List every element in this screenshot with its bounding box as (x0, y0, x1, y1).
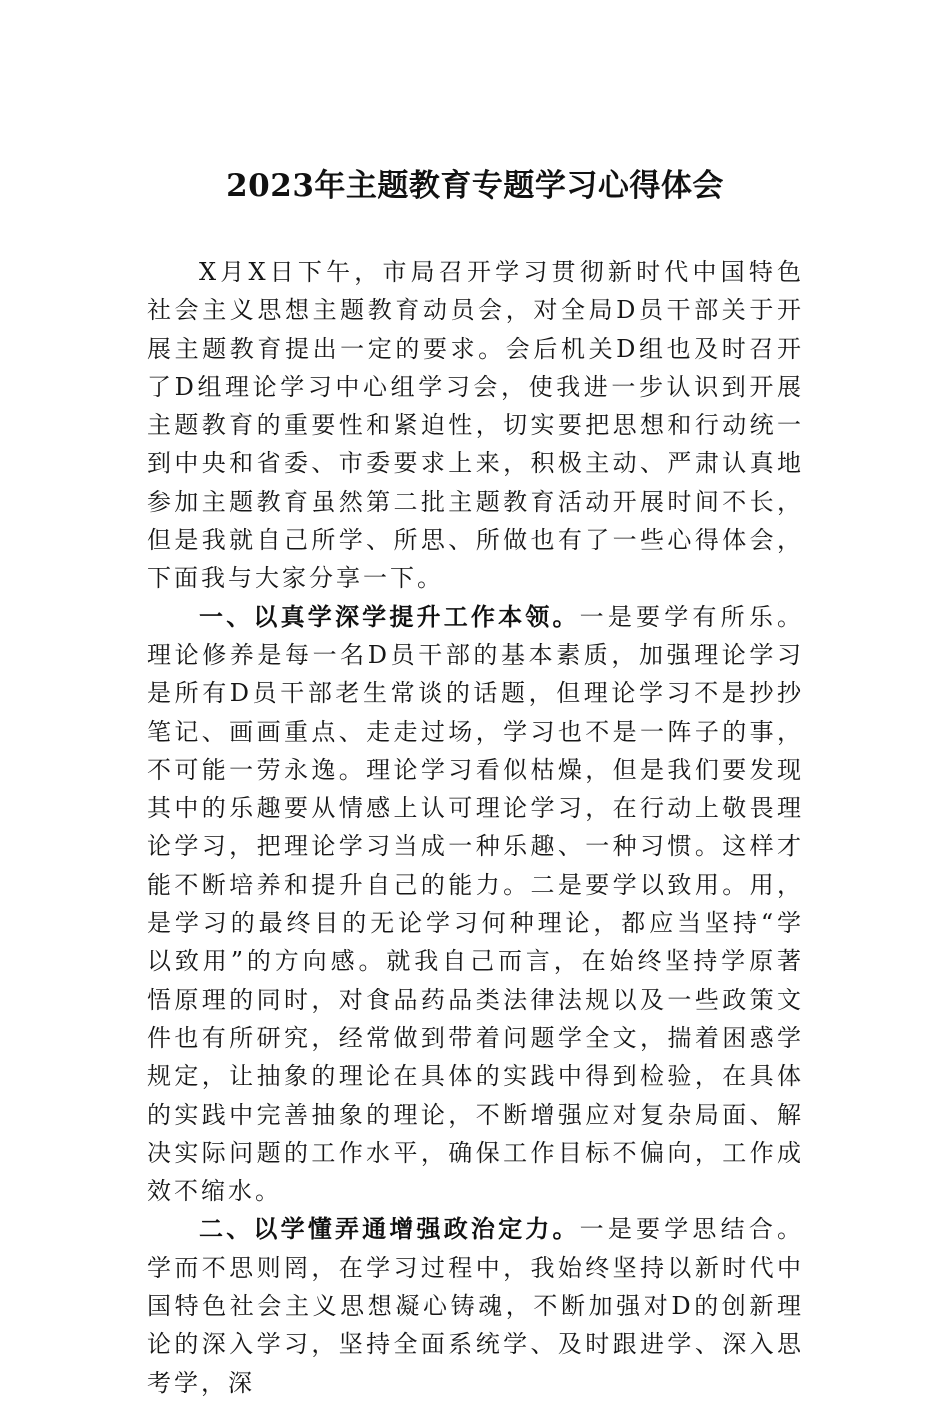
paragraph-section-2 (147, 1210, 804, 1401)
document-title: 2023年主题教育专题学习心得体会 (226, 168, 724, 204)
paragraph-text: X月X日下午，市局召开学习贯彻新时代中国特色社会主义思想主题教育动员会，对全局D员干部关于开展主题教育提出一定的要求。会后机关D组也及时召开了D组理论学习中心组学习会，使我进一步认识到开展主题教育的重要性和紧迫性，切实要把思想和行动统一到中央和省委、市委要求上来，积极主动、严肃认真地参加主题教育虽然第二批主题教育活动开展时间不长，但是我就自己所学、所思、所做也有了一些心得体会，下面我与大家分享一下。 (147, 258, 804, 593)
paragraph-intro (147, 253, 804, 598)
paragraph-section-1 (147, 598, 804, 1211)
section-heading: 二、以学懂弄通增强政治定力。 (199, 1215, 580, 1244)
paragraph-text: 一是要学思结合。学而不思则罔，在学习过程中，我始终坚持以新时代中国特色社会主义思想凝心铸魂，不断加强对D的创新理论的深入学习，坚持全面系统学、及时跟进学、深入思考学，深 (147, 1215, 805, 1397)
section-heading: 一、以真学深学提升工作本领。 (199, 602, 580, 631)
paragraph-text: 一是要学有所乐。理论修养是每一名D员干部的基本素质，加强理论学习是所有D员干部老生常谈的话题，但理论学习不是抄抄笔记、画画重点、走走过场，学习也不是一阵子的事，不可能一劳永逸。理论学习看似枯燥，但是我们要发现其中的乐趣要从情感上认可理论学习，在行动上敬畏理论学习，把理论学习当成一种乐趣、一种习惯。这样才能不断培养和提升自己的能力。二是要学以致用。用，是学习的最终目的无论学习何种理论，都应当坚持“学以致用”的方向感。就我自己而言，在始终坚持学原著悟原理的同时，对食品药品类法律法规以及一些政策文件也有所研究，经常做到带着问题学全文，揣着困惑学规定，让抽象的理论在具体的实践中得到检验，在具体的实践中完善抽象的理论，不断增强应对复杂局面、解决实际问题的工作水平，确保工作目标不偏向，工作成效不缩水。 (147, 602, 805, 1206)
document-body (147, 253, 804, 1402)
